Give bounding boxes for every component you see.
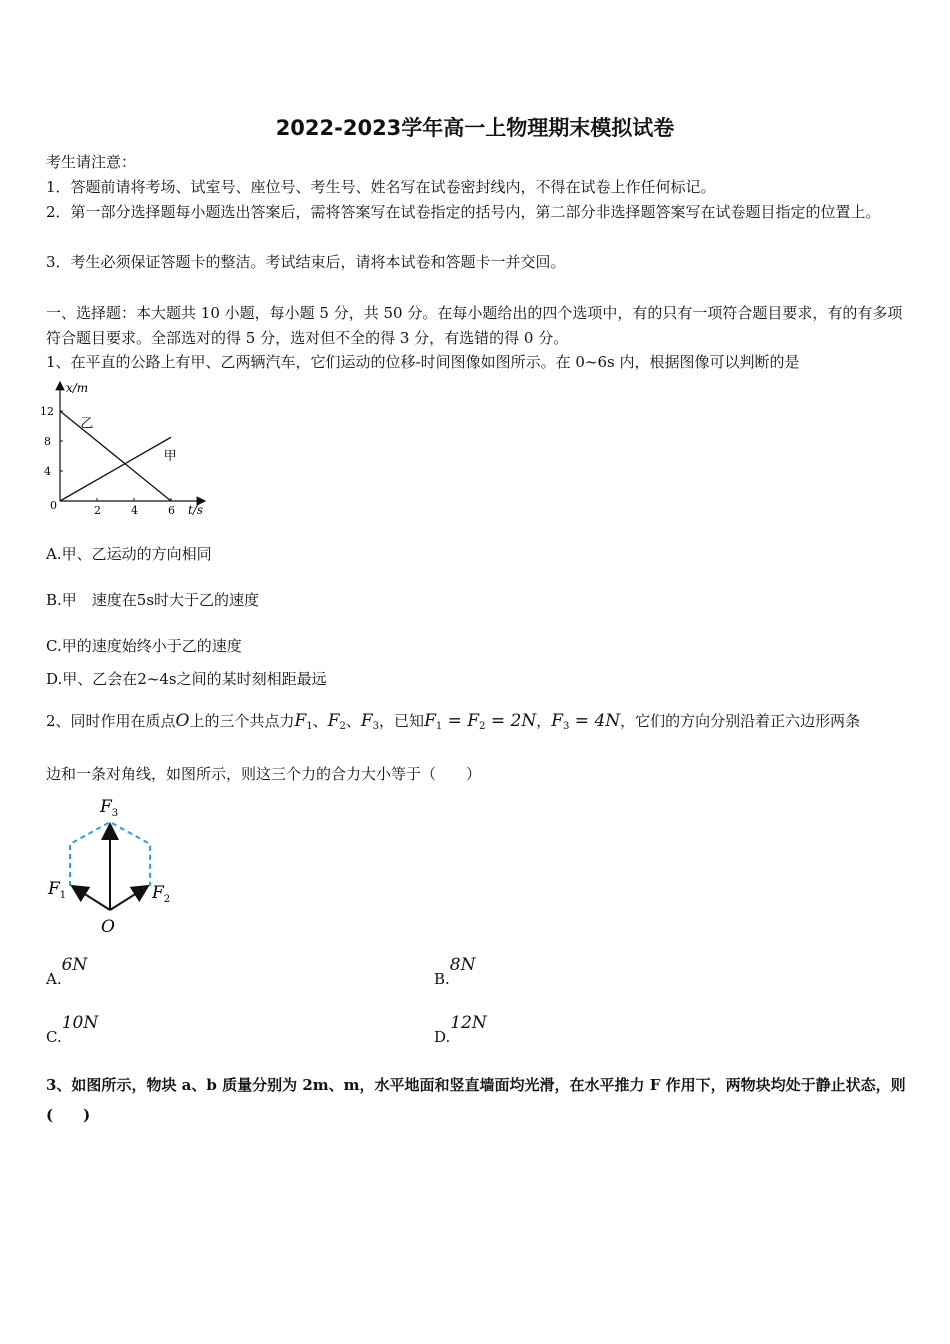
q2-stem-part: ， <box>536 712 552 730</box>
q1-option-b: B.甲 速度在5s时大于乙的速度 <box>46 591 260 609</box>
origin-label: 0 <box>50 499 57 512</box>
x-tick-label: 6 <box>168 504 175 517</box>
q2-option-a: A.6N <box>46 955 88 988</box>
y-tick-label: 12 <box>40 405 54 418</box>
point-o-label: O <box>101 917 115 937</box>
y-axis-label: x/m <box>66 381 89 395</box>
q1-option-d: D.甲、乙会在2~4s之间的某时刻相距最远 <box>46 670 327 688</box>
separator: 、 <box>312 712 328 730</box>
force-f2-arrow <box>110 886 148 910</box>
q1-option-a: A.甲、乙运动的方向相同 <box>46 545 212 563</box>
y-tick-label: 4 <box>44 465 51 478</box>
question-3-stem: 3、如图所示，物块 a、b 质量分别为 2m、m，水平地面和竖直墙面均光滑，在水平推力 F 作用下，两物块均处于静止状态，则( ) <box>46 1076 906 1124</box>
x-axis-label: t/s <box>188 503 204 517</box>
notice-item: 3．考生必须保证答题卡的整洁。考试结束后，请将本试卷和答题卡一并交回。 <box>46 253 566 271</box>
page-title: 2022-2023学年高一上物理期末模拟试卷 <box>275 116 675 140</box>
q2-hexagon-force-diagram <box>40 790 190 940</box>
force-symbol: $F_2$ <box>327 711 346 732</box>
force-equation-f1-f2: $F_1 = F_2 = 2N$ <box>424 711 537 732</box>
q2-stem-part: ，它们的方向分别沿着正六边形两条 <box>620 712 861 730</box>
separator: 、 <box>345 712 361 730</box>
force-f2-label: $F_2$ <box>152 883 171 905</box>
q2-stem-part: 上的三个共点力 <box>189 712 295 730</box>
q1-option-c: C.甲的速度始终小于乙的速度 <box>46 637 242 655</box>
q2-option-b: B.8N <box>434 955 476 988</box>
force-symbol: $F_1$ <box>294 711 313 732</box>
section-instructions: 一、选择题：本大题共 10 小题，每小题 5 分，共 50 分。在每小题给出的四个选项中，有的只有一项符合题目要求，有的有多项符合题目要求。全部选对的得 5 分，选对但不全的得 3 分，有选错的得 0 分。 <box>46 304 903 347</box>
force-f1-arrow <box>72 886 110 910</box>
notice-item: 1．答题前请将考场、试室号、座位号、考生号、姓名写在试卷密封线内，不得在试卷上作任何标记。 <box>46 178 716 196</box>
force-f3-label: $F_3$ <box>100 797 119 819</box>
force-equation-f3: $F_3 = 4N$ <box>551 711 621 732</box>
x-tick-label: 2 <box>94 504 101 517</box>
q2-option-c: C.10N <box>46 1013 99 1046</box>
series-line-yi <box>60 411 171 501</box>
q2-option-d: D.12N <box>434 1013 487 1046</box>
question-2-stem-line2: 边和一条对角线，如图所示，则这三个力的合力大小等于（ ） <box>46 765 482 783</box>
q2-stem-part: ，已知 <box>379 712 425 730</box>
force-f1-label: $F_1$ <box>48 879 67 901</box>
question-2-stem <box>46 706 860 742</box>
series-line-jia <box>60 437 171 501</box>
question-1-stem: 1、在平直的公路上有甲、乙两辆汽车，它们运动的位移-时间图像如图所示。在 0~6s 内，根据图像可以判断的是 <box>46 353 800 371</box>
point-symbol: O <box>175 711 190 731</box>
q2-stem-part: 2、同时作用在质点 <box>46 712 176 730</box>
y-tick-label: 8 <box>44 435 51 448</box>
series-label-jia: 甲 <box>163 448 177 464</box>
x-tick-label: 4 <box>131 504 138 517</box>
notice-item: 2．第一部分选择题每小题选出答案后，需将答案写在试卷指定的括号内，第二部分非选择题答案写在试卷题目指定的位置上。 <box>46 203 881 221</box>
series-label-yi: 乙 <box>80 416 94 432</box>
notice-heading: 考生请注意： <box>46 153 137 171</box>
force-symbol: $F_3$ <box>360 711 380 732</box>
q1-position-time-graph <box>40 378 220 520</box>
